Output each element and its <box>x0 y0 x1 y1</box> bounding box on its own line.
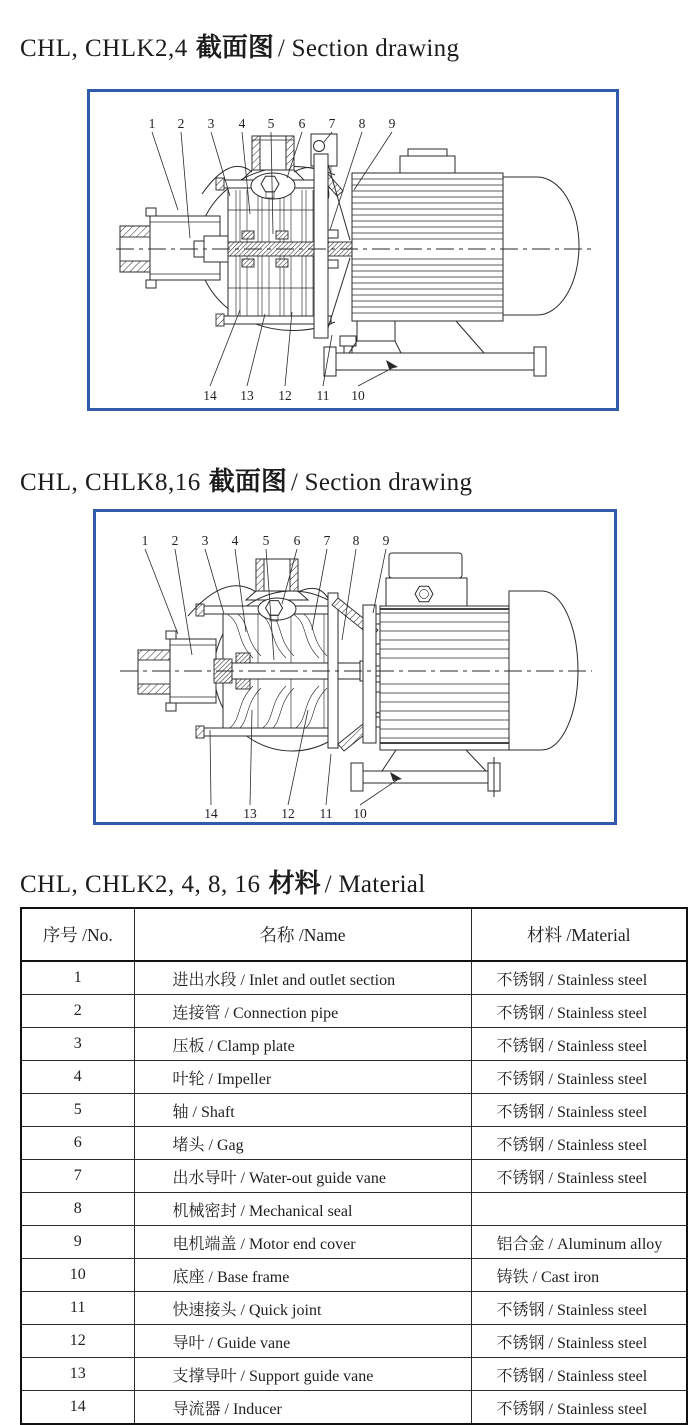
cell-material: 铸铁 / Cast iron <box>471 1259 687 1292</box>
cell-no: 12 <box>21 1325 134 1358</box>
cell-no: 13 <box>21 1358 134 1391</box>
cell-name: 导流器 / Inducer <box>134 1391 471 1425</box>
callout-label: 10 <box>351 388 365 403</box>
section1-title <box>20 30 459 66</box>
cell-no: 4 <box>21 1061 134 1094</box>
callout-label: 13 <box>240 388 254 403</box>
cell-material: 不锈钢 / Stainless steel <box>471 1160 687 1193</box>
callout-label: 12 <box>281 806 295 821</box>
cell-name: 电机端盖 / Motor end cover <box>134 1226 471 1259</box>
table-row <box>21 1160 687 1193</box>
material-title-en: / Material <box>324 871 426 898</box>
callout-label: 13 <box>243 806 257 821</box>
section1-title-en: / Section drawing <box>277 35 460 62</box>
cell-material: 不锈钢 / Stainless steel <box>471 961 687 995</box>
cell-name: 机械密封 / Mechanical seal <box>134 1193 471 1226</box>
callout-label: 9 <box>388 116 396 131</box>
cell-no: 11 <box>21 1292 134 1325</box>
callout-label: 3 <box>207 116 215 131</box>
cell-name: 堵头 / Gag <box>134 1127 471 1160</box>
callout-label: 3 <box>201 533 209 548</box>
table-row <box>21 1127 687 1160</box>
col-header-material: 材料 /Material <box>471 908 687 961</box>
cell-no: 9 <box>21 1226 134 1259</box>
base-frame <box>324 321 546 376</box>
callout-label: 12 <box>278 388 292 403</box>
cell-name: 连接管 / Connection pipe <box>134 995 471 1028</box>
cell-no: 8 <box>21 1193 134 1226</box>
cell-no: 1 <box>21 961 134 995</box>
table-header-row <box>21 908 687 961</box>
section2-title-en: / Section drawing <box>290 469 473 496</box>
callout-label: 6 <box>293 533 301 548</box>
section2-title-model: CHL, CHLK8,16 <box>20 469 201 496</box>
col-header-name: 名称 /Name <box>134 908 471 961</box>
cell-material: 不锈钢 / Stainless steel <box>471 995 687 1028</box>
table-row <box>21 961 687 995</box>
cell-material: 不锈钢 / Stainless steel <box>471 1127 687 1160</box>
chlk816-section-drawing <box>96 512 614 822</box>
section2-drawing-frame <box>93 509 617 825</box>
cell-name: 支撑导叶 / Support guide vane <box>134 1358 471 1391</box>
motor-assembly <box>352 149 579 321</box>
cell-name: 导叶 / Guide vane <box>134 1325 471 1358</box>
cell-no: 5 <box>21 1094 134 1127</box>
pump-assembly <box>138 559 422 751</box>
table-row <box>21 1028 687 1061</box>
table-row <box>21 1358 687 1391</box>
callout-label: 1 <box>148 116 156 131</box>
cell-material: 不锈钢 / Stainless steel <box>471 1028 687 1061</box>
callout-label: 11 <box>319 806 333 821</box>
callout-label: 6 <box>298 116 306 131</box>
table-row <box>21 1193 687 1226</box>
section2-title <box>20 464 472 500</box>
cell-no: 7 <box>21 1160 134 1193</box>
cell-material: 不锈钢 / Stainless steel <box>471 1061 687 1094</box>
callout-label: 8 <box>352 533 360 548</box>
section1-drawing-frame <box>87 89 619 411</box>
section1-title-model: CHL, CHLK2,4 <box>20 35 188 62</box>
section2-title-cn: 截面图 <box>208 466 287 496</box>
cell-name: 快速接头 / Quick joint <box>134 1292 471 1325</box>
material-table <box>20 907 688 1425</box>
cell-material <box>471 1193 687 1226</box>
callout-label: 2 <box>171 533 179 548</box>
chlk24-section-drawing <box>90 92 616 408</box>
callout-label: 7 <box>328 116 336 131</box>
base-frame <box>351 750 500 797</box>
callout-label: 9 <box>382 533 390 548</box>
cell-no: 14 <box>21 1391 134 1425</box>
section1-title-cn: 截面图 <box>195 32 274 62</box>
motor-assembly <box>380 553 578 750</box>
table-row <box>21 1391 687 1425</box>
material-title-model: CHL, CHLK2, 4, 8, 16 <box>20 871 261 898</box>
cell-name: 压板 / Clamp plate <box>134 1028 471 1061</box>
cell-no: 3 <box>21 1028 134 1061</box>
material-title <box>20 866 425 902</box>
callout-label: 7 <box>323 533 331 548</box>
callout-label: 14 <box>204 806 218 821</box>
table-row <box>21 1292 687 1325</box>
cell-material: 不锈钢 / Stainless steel <box>471 1358 687 1391</box>
table-row <box>21 1226 687 1259</box>
callout-label: 10 <box>353 806 367 821</box>
cell-name: 底座 / Base frame <box>134 1259 471 1292</box>
cell-material: 不锈钢 / Stainless steel <box>471 1292 687 1325</box>
callout-label: 11 <box>316 388 330 403</box>
callout-label: 5 <box>262 533 270 548</box>
cell-name: 叶轮 / Impeller <box>134 1061 471 1094</box>
callout-label: 14 <box>203 388 217 403</box>
cell-name: 进出水段 / Inlet and outlet section <box>134 961 471 995</box>
cell-no: 2 <box>21 995 134 1028</box>
cell-material: 不锈钢 / Stainless steel <box>471 1391 687 1425</box>
table-row <box>21 995 687 1028</box>
callout-label: 1 <box>141 533 149 548</box>
callout-label: 4 <box>238 116 246 131</box>
callout-label: 8 <box>358 116 366 131</box>
callout-label: 4 <box>231 533 239 548</box>
cell-name: 出水导叶 / Water-out guide vane <box>134 1160 471 1193</box>
col-header-no: 序号 /No. <box>21 908 134 961</box>
cell-material: 不锈钢 / Stainless steel <box>471 1094 687 1127</box>
cell-no: 6 <box>21 1127 134 1160</box>
table-row <box>21 1325 687 1358</box>
material-title-cn: 材料 <box>268 868 321 898</box>
table-row <box>21 1061 687 1094</box>
cell-name: 轴 / Shaft <box>134 1094 471 1127</box>
cell-material: 铝合金 / Aluminum alloy <box>471 1226 687 1259</box>
table-row <box>21 1259 687 1292</box>
table-row <box>21 1094 687 1127</box>
cell-material: 不锈钢 / Stainless steel <box>471 1325 687 1358</box>
cell-no: 10 <box>21 1259 134 1292</box>
callout-label: 5 <box>267 116 275 131</box>
callout-label: 2 <box>177 116 185 131</box>
